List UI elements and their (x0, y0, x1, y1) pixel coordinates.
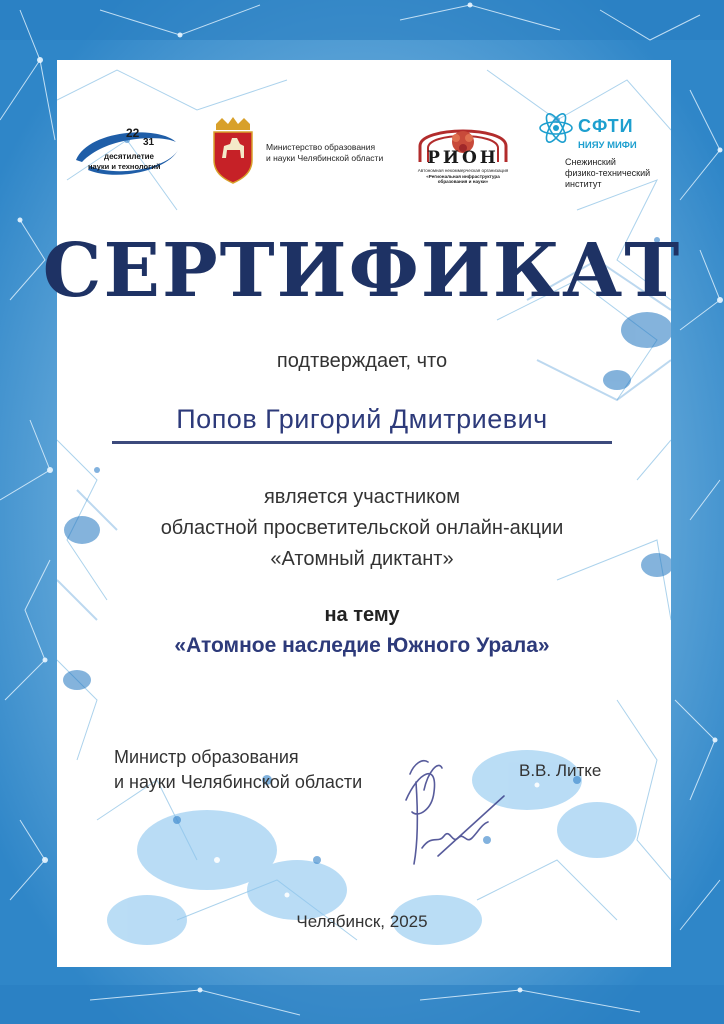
atom-icon (538, 110, 574, 146)
place-year: Челябинск, 2025 (296, 912, 428, 931)
participation-line2: областной просветительской онлайн-акции (160, 517, 564, 539)
sfti-description (565, 157, 650, 190)
sfti-line3: институт (565, 179, 602, 189)
participation-line3: «Атомный диктант» (270, 548, 454, 570)
sfti-line1: Снежинский (565, 157, 616, 167)
confirms-text: подтверждает, что (276, 350, 448, 372)
participation-line1: является участником (263, 486, 461, 508)
decade-years-bottom: 31 (143, 137, 155, 148)
sfti-line2: физико-технический (565, 168, 651, 178)
rion-logo (412, 118, 514, 188)
decade-line1: десятилетие (104, 152, 154, 161)
signatory-title-line1: Министр образования (114, 747, 299, 767)
signatory-name: В.В. Литке (519, 761, 602, 780)
rion-org-text (412, 168, 514, 185)
topic-value: «Атомное наследие Южного Урала» (174, 634, 550, 657)
decade-logo (68, 120, 183, 182)
decade-line2: науки и технологий (88, 162, 161, 171)
handwritten-signature (398, 752, 508, 872)
rion-org-line1: Автономная некоммерческая организация (417, 168, 509, 173)
rion-name: РИОН (427, 148, 499, 168)
chelyabinsk-coat-of-arms-icon (210, 116, 256, 184)
recipient-name: Попов Григорий Дмитриевич (176, 404, 548, 434)
signatory-title (114, 745, 362, 795)
sfti-name: СФТИ (578, 116, 634, 136)
network-decoration (57, 60, 671, 967)
signatory-title-line2: и науки Челябинской области (114, 772, 363, 792)
sfti-subtitle: НИЯУ МИФИ (578, 140, 637, 151)
recipient-underline (112, 441, 612, 444)
ministry-logo-text (266, 142, 383, 163)
decade-years-top: 22 (126, 126, 140, 140)
topic-label: на тему (324, 604, 400, 626)
ministry-line1: Министерство образования (266, 142, 376, 152)
ministry-line2: и науки Челябинской области (266, 152, 384, 163)
rion-org-line3: образования и науки» (437, 179, 489, 185)
rion-org-line2: «Региональная инфраструктура (426, 173, 500, 179)
certificate-title: СЕРТИФИКАТ (42, 228, 682, 314)
certificate-panel (57, 60, 671, 967)
